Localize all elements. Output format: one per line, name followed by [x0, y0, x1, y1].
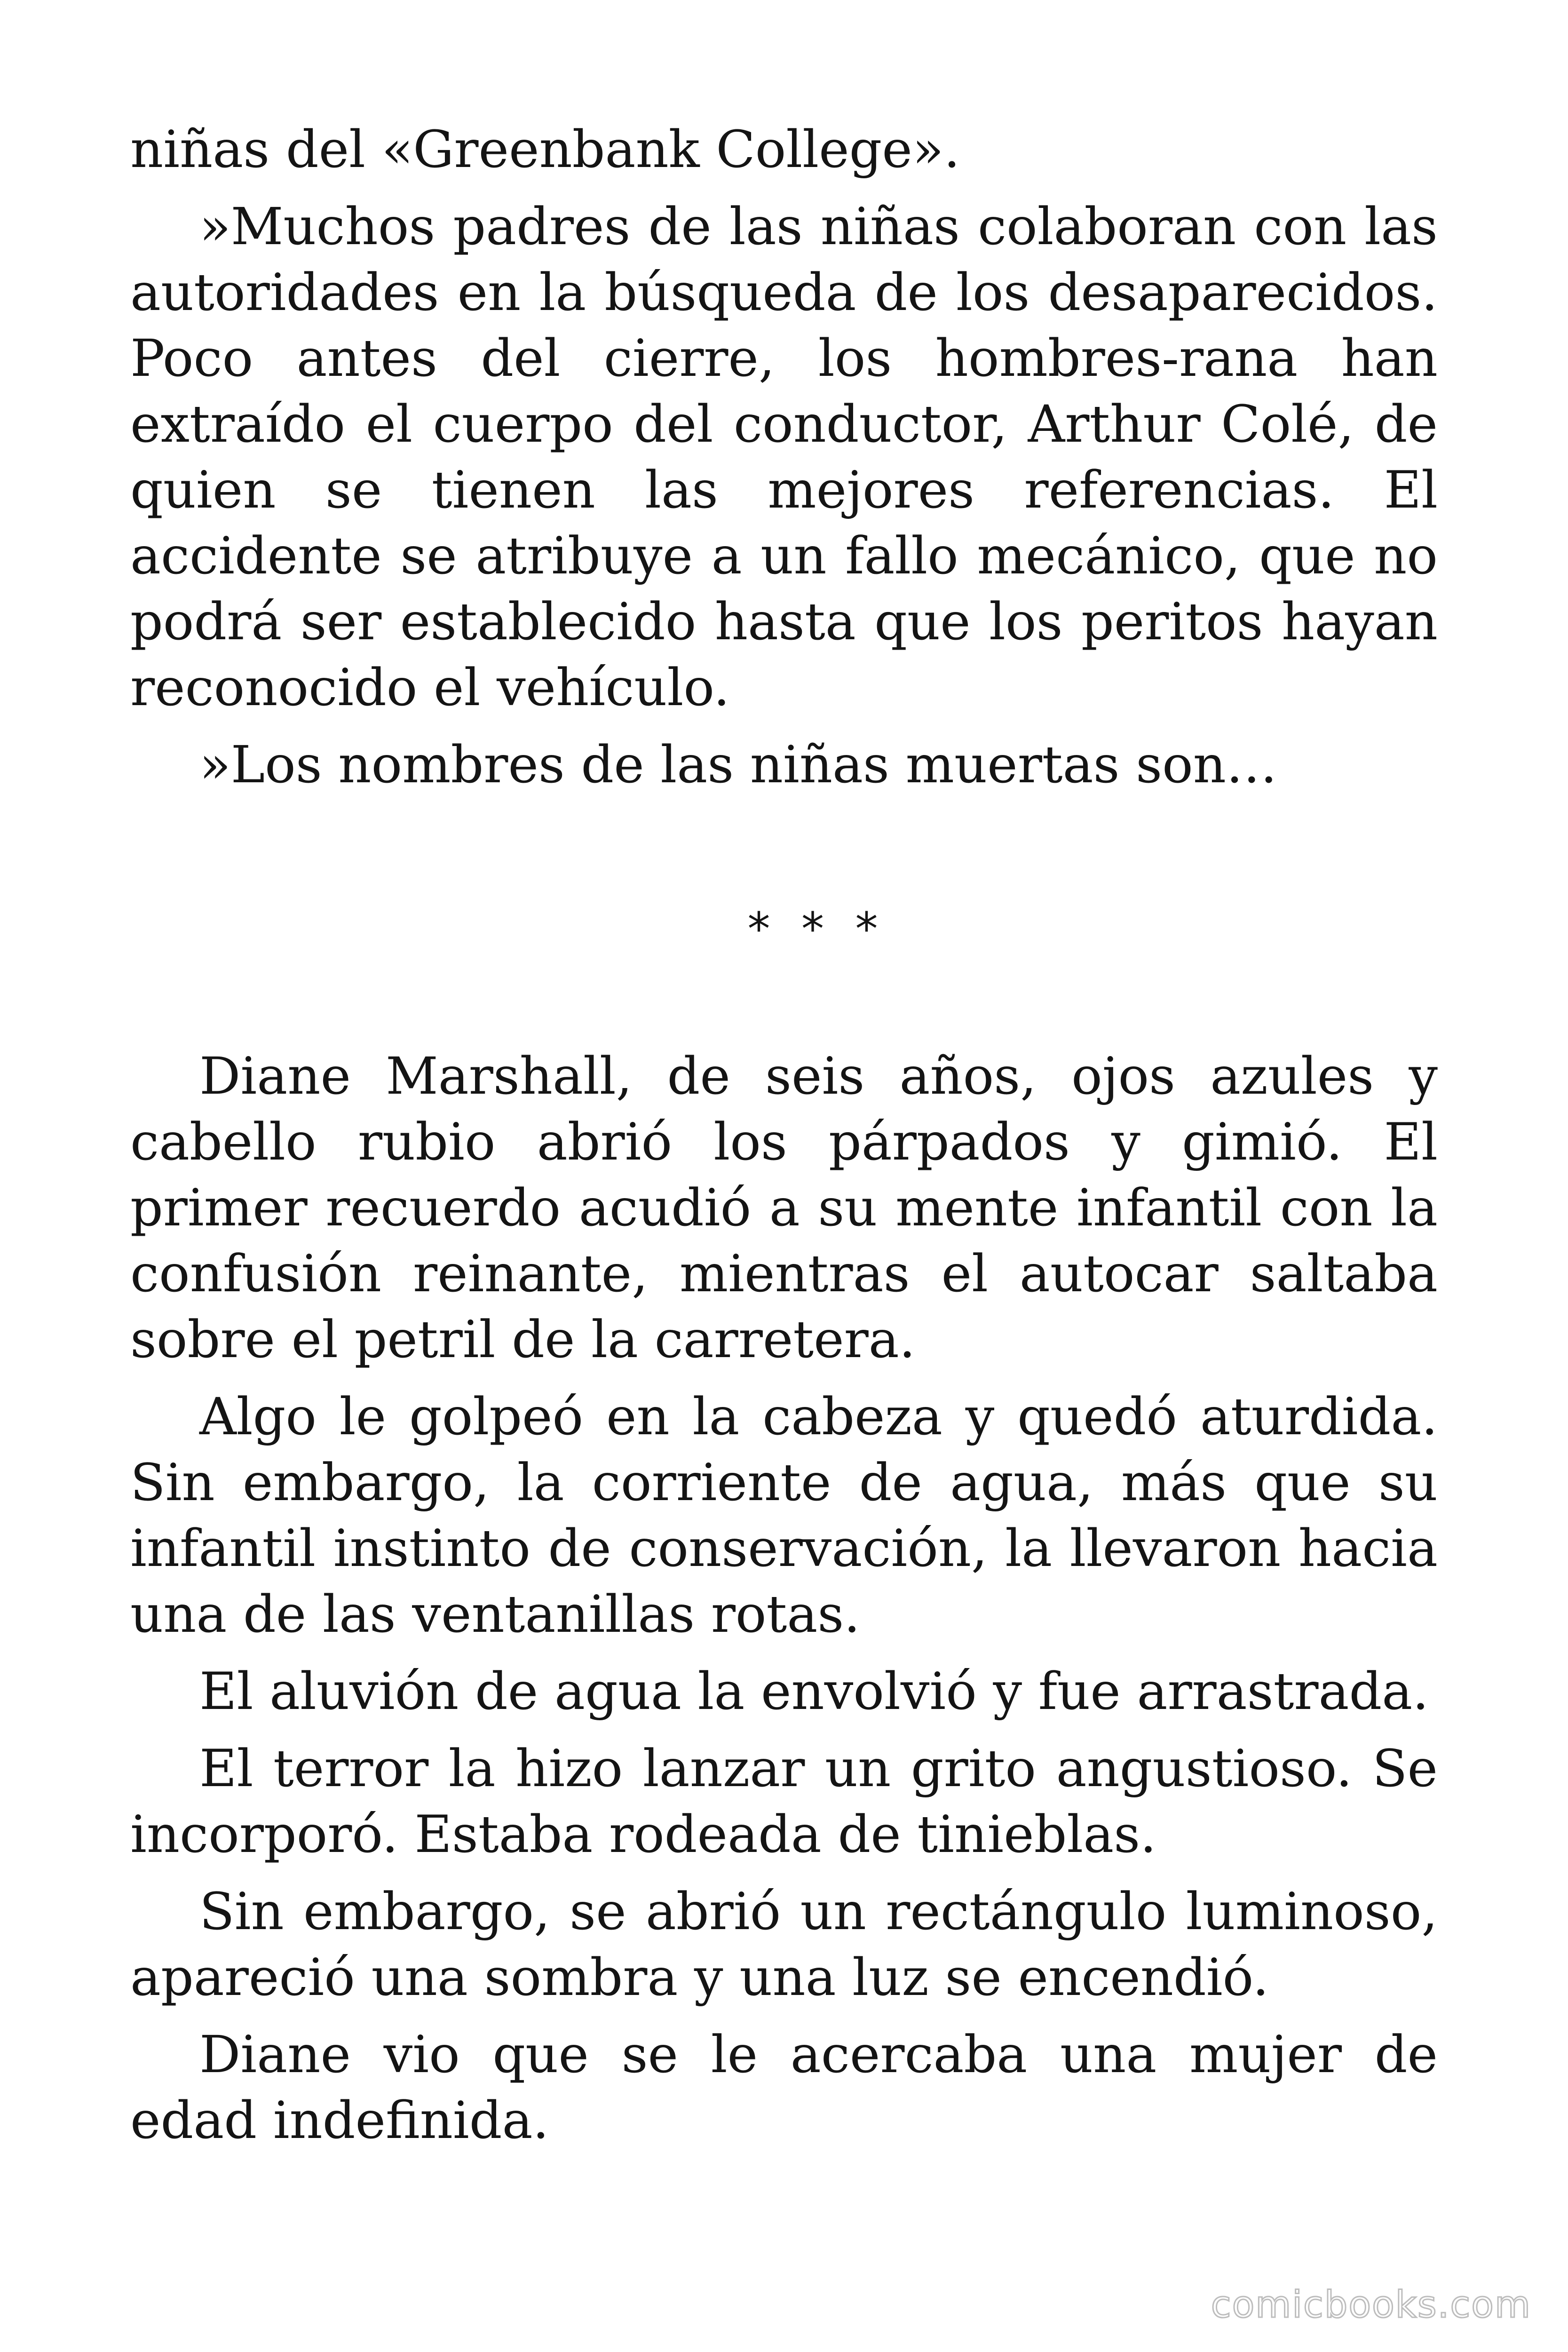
paragraph: Algo le golpeó en la cabeza y quedó aturdida. Sin embargo, la corriente de agua, más que su infantil instinto de conservación, la llevaron hacia una de las ventanillas rotas. — [130, 1387, 1438, 1644]
paragraph: El aluvión de agua la envolvió y fue arrastrada. — [199, 1661, 1429, 1721]
section-separator: * * * — [747, 903, 887, 955]
paragraph: niñas del «Greenbank College». — [130, 119, 960, 179]
paragraph: »Los nombres de las niñas muertas son… — [199, 735, 1277, 795]
paragraph: El terror la hizo lanzar un grito angustioso. Se incorporó. Estaba rodeada de tinieblas. — [130, 1739, 1438, 1864]
watermark: comicbooks.com — [1211, 2284, 1531, 2326]
paragraph: Diane vio que se le acercaba una mujer de edad indefinida. — [130, 2025, 1438, 2150]
paragraph: Diane Marshall, de seis años, ojos azules y cabello rubio abrió los párpados y gimió. El primer recuerdo acudió a su mente infantil con la confusión reinante, mientras el autocar saltaba sobre el petril de la carretera. — [130, 1046, 1438, 1369]
paragraph: Sin embargo, se abrió un rectángulo luminoso, apareció una sombra y una luz se encendió. — [130, 1882, 1438, 2007]
text-block-bottom — [130, 1043, 1438, 2153]
paragraph: »Muchos padres de las niñas colaboran con las autoridades en la búsqueda de los desaparecidos. Poco antes del cierre, los hombres-rana han extraído el cuerpo del conductor, Arthur Colé, de quien se tienen las mejores referencias. El accidente se atribuye a un fallo mecánico, que no podrá ser establecido hasta que los peritos hayan reconocido el vehículo. — [130, 197, 1438, 717]
text-block-top — [130, 117, 1438, 798]
